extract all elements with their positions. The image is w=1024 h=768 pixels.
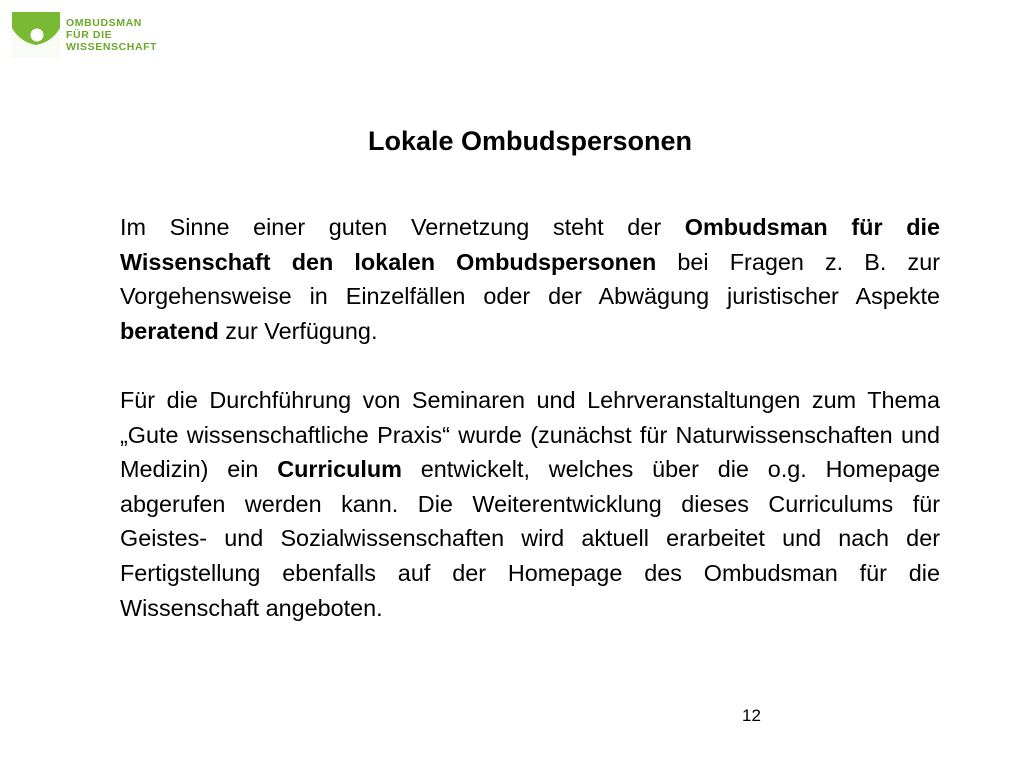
slide-title: Lokale Ombudspersonen — [367, 126, 693, 156]
paragraph-2-text-1: Für die Durchführung von Seminaren und Lehrveranstaltungen zum Thema „Gute wissenschaftliche Praxis“ wurde (zunächst für Naturwissenschaften und Medizin) ein — [120, 386, 940, 483]
page-number: 12 — [742, 706, 761, 725]
ombudsman-logo — [12, 12, 157, 58]
paragraph-1-bold-1: Ombudsman für die Wissenschaft den lokalen Ombudspersonen — [120, 214, 940, 275]
logo-line-2: FÜR DIE — [66, 29, 113, 41]
paragraph-2-bold-1: Curriculum — [277, 456, 402, 483]
paragraph-2 — [120, 383, 940, 625]
paragraph-1-bold-2: beratend — [120, 317, 219, 344]
paragraph-1-text-3: zur Verfügung. — [218, 317, 378, 344]
logo-line-1: OMBUDSMAN — [66, 17, 142, 29]
paragraph-1 — [120, 210, 940, 348]
logo-line-3: WISSENSCHAFT — [66, 41, 158, 53]
logo-mark-icon — [12, 12, 60, 58]
slide-body — [120, 210, 940, 625]
paragraph-2-text-2: entwickelt, welches über die o.g. Homepage abgerufen werden kann. Die Weiterentwicklung dieses Curriculums für Geistes- und Sozialwissenschaften wird aktuell erarbeitet und nach der Fertigstellung ebenfalls auf der Homepage des Ombudsman für die Wissenschaft angeboten. — [120, 456, 940, 621]
paragraph-1-text-2: bei Fragen z. B. zur Vorgehensweise in Einzelfällen oder der Abwägung juristischer Aspekte — [120, 248, 941, 310]
logo-text — [66, 17, 157, 53]
paragraph-1-text-1: Im Sinne einer guten Vernetzung steht der — [120, 214, 685, 240]
